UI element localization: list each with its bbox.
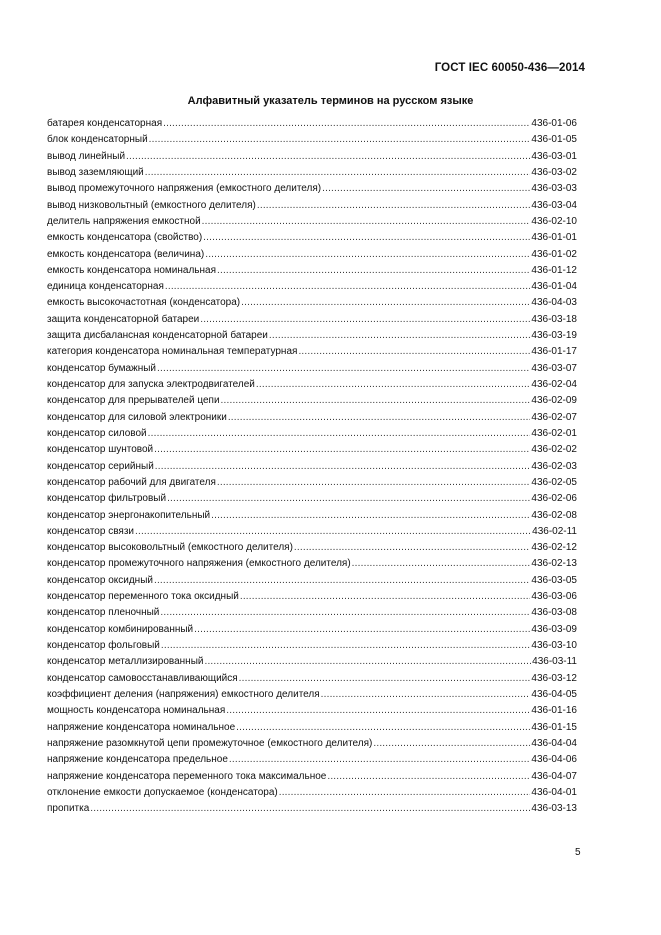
- dot-leader: [217, 263, 530, 279]
- index-term: блок конденсаторный: [47, 134, 148, 146]
- index-entry: [47, 638, 577, 654]
- index-term: вывод линейный: [47, 150, 126, 162]
- term-code: 436-02-05: [531, 476, 577, 488]
- index-term: напряжение разомкнутой цепи промежуточное (емкостного делителя): [47, 737, 373, 749]
- term-code: 436-04-07: [531, 770, 577, 782]
- index-entry: [47, 149, 577, 165]
- term-code: 436-03-06: [531, 591, 577, 603]
- term-code: 436-03-05: [531, 574, 577, 586]
- index-term: конденсатор связи: [47, 525, 134, 537]
- term-code: 436-03-03: [531, 183, 577, 195]
- index-term: вывод низковольтный (емкостного делителя): [47, 199, 256, 211]
- term-code: 436-02-02: [531, 444, 577, 456]
- index-term: емкость конденсатора (свойство): [47, 232, 203, 244]
- index-term: конденсатор высоковольтный (емкостного делителя): [47, 542, 293, 554]
- index-term: конденсатор энергонакопительный: [47, 509, 211, 521]
- index-entry: [47, 752, 577, 768]
- index-entry: [47, 491, 577, 507]
- index-entry: [47, 556, 577, 572]
- index-entry: [47, 263, 577, 279]
- dot-leader: [165, 279, 531, 295]
- index-entry: [47, 214, 577, 230]
- dot-leader: [211, 508, 530, 524]
- index-entry: [47, 295, 577, 311]
- term-code: 436-04-01: [531, 786, 577, 798]
- dot-leader: [200, 312, 530, 328]
- dot-leader: [298, 344, 530, 360]
- term-code: 436-02-01: [531, 427, 577, 439]
- term-code: 436-04-06: [531, 754, 577, 766]
- term-code: 436-01-17: [531, 346, 577, 358]
- term-code: 436-04-05: [531, 688, 577, 700]
- dot-leader: [154, 442, 530, 458]
- index-term: конденсатор рабочий для двигателя: [47, 476, 216, 488]
- dot-leader: [294, 540, 531, 556]
- dot-leader: [157, 361, 530, 377]
- term-code: 436-02-06: [531, 493, 577, 505]
- index-entry: [47, 393, 577, 409]
- term-code: 436-02-03: [531, 460, 577, 472]
- index-term: конденсатор комбинированный: [47, 623, 194, 635]
- dot-leader: [202, 214, 531, 230]
- dot-leader: [239, 671, 531, 687]
- index-entry: [47, 785, 577, 801]
- dot-leader: [204, 654, 531, 670]
- index-term: напряжение конденсатора переменного тока максимальное: [47, 770, 327, 782]
- dot-leader: [279, 785, 531, 801]
- index-term: отклонение емкости допускаемое (конденсатора): [47, 786, 278, 798]
- index-entry: [47, 654, 577, 670]
- dot-leader: [160, 605, 530, 621]
- term-code: 436-03-12: [531, 672, 577, 684]
- index-entry: [47, 442, 577, 458]
- term-code: 436-01-05: [531, 134, 577, 146]
- term-code: 436-03-10: [531, 640, 577, 651]
- index-entry: [47, 769, 577, 785]
- index-term: конденсатор серийный: [47, 460, 154, 472]
- term-code: 436-01-04: [531, 281, 577, 293]
- dot-leader: [241, 295, 530, 311]
- term-code: 436-03-19: [531, 330, 577, 342]
- term-code: 436-02-10: [531, 215, 577, 227]
- index-entry: [47, 312, 577, 328]
- index-entry: [47, 377, 577, 393]
- term-code: 436-03-08: [531, 607, 577, 619]
- dot-leader: [256, 377, 531, 393]
- index-term: конденсатор промежуточного напряжения (емкостного делителя): [47, 558, 351, 570]
- index-term: емкость конденсатора (величина): [47, 248, 205, 260]
- dot-leader: [321, 687, 531, 703]
- index-entry: [47, 736, 577, 752]
- term-code: 436-02-04: [531, 379, 577, 390]
- index-term: конденсатор самовосстанавливающийся: [47, 672, 238, 684]
- index-entry: [47, 165, 577, 181]
- index-entry: [47, 279, 577, 295]
- term-code: 436-02-11: [532, 525, 577, 537]
- index-term: коэффициент деления (напряжения) емкостного делителя: [47, 688, 320, 700]
- index-term: вывод промежуточного напряжения (емкостного делителя): [47, 183, 322, 195]
- index-term: напряжение конденсатора номинальное: [47, 721, 236, 733]
- term-code: 436-03-11: [532, 656, 577, 668]
- dot-leader: [148, 426, 531, 442]
- term-code: 436-04-03: [531, 297, 577, 309]
- index-entry: [47, 410, 577, 426]
- term-code: 436-01-02: [531, 248, 577, 260]
- dot-leader: [205, 247, 530, 263]
- index-entry: [47, 181, 577, 197]
- dot-leader: [154, 573, 530, 589]
- index-entry: [47, 540, 577, 556]
- index-entry: [47, 230, 577, 246]
- dot-leader: [149, 132, 531, 148]
- dot-leader: [236, 720, 530, 736]
- dot-leader: [194, 622, 530, 638]
- index-entry: [47, 344, 577, 360]
- index-entry: [47, 198, 577, 214]
- dot-leader: [240, 589, 531, 605]
- index-entry: [47, 361, 577, 377]
- index-term: конденсатор фольговый: [47, 640, 160, 651]
- dot-leader: [229, 752, 531, 768]
- term-code: 436-02-07: [531, 411, 577, 423]
- dot-leader: [352, 556, 531, 572]
- index-entry: [47, 116, 577, 132]
- index-term: единица конденсаторная: [47, 281, 164, 293]
- term-code: 436-02-08: [531, 509, 577, 521]
- index-term: вывод заземляющий: [47, 166, 144, 178]
- dot-leader: [228, 410, 531, 426]
- index-entry: [47, 687, 577, 703]
- term-code: 436-01-16: [531, 705, 577, 717]
- index-entry: [47, 589, 577, 605]
- index-term: конденсатор бумажный: [47, 362, 157, 374]
- page-title: Алфавитный указатель терминов на русском языке: [187, 95, 474, 107]
- dot-leader: [203, 230, 530, 246]
- term-code: 436-03-09: [531, 623, 577, 635]
- index-entry: [47, 475, 577, 491]
- page-number: 5: [575, 847, 581, 858]
- index-term: мощность конденсатора номинальная: [47, 705, 226, 717]
- term-code: 436-01-01: [531, 232, 577, 244]
- index-term: конденсатор для прерывателей цепи: [47, 395, 220, 407]
- index-term: конденсатор силовой: [47, 427, 147, 439]
- standard-header: ГОСТ IEC 60050-436—2014: [434, 62, 585, 74]
- index-term: конденсатор для силовой электроники: [47, 411, 227, 423]
- dot-leader: [155, 459, 531, 475]
- index-entry: [47, 426, 577, 442]
- index-term: конденсатор фильтровый: [47, 493, 167, 505]
- index-entry: [47, 247, 577, 263]
- term-code: 436-02-13: [531, 558, 577, 570]
- index-entry: [47, 524, 577, 540]
- index-term: напряжение конденсатора предельное: [47, 754, 228, 766]
- index-entry: [47, 720, 577, 736]
- index-term: конденсатор оксидный: [47, 574, 153, 586]
- index-term: конденсатор для запуска электродвигателей: [47, 379, 255, 390]
- dot-leader: [135, 524, 531, 540]
- index-entry: [47, 703, 577, 719]
- dot-leader: [257, 198, 531, 214]
- dot-leader: [161, 638, 531, 654]
- index-entry: [47, 801, 577, 817]
- term-code: 436-01-06: [531, 118, 577, 129]
- index-term: емкость конденсатора номинальная: [47, 264, 216, 276]
- term-code: 436-01-12: [531, 264, 577, 276]
- dot-leader: [226, 703, 530, 719]
- term-code: 436-03-18: [531, 313, 577, 325]
- index-term: конденсатор металлизированный: [47, 656, 204, 668]
- index-entry: [47, 459, 577, 475]
- dot-leader: [373, 736, 530, 752]
- index-term: конденсатор пленочный: [47, 607, 160, 619]
- index-entry: [47, 573, 577, 589]
- index-term: защита дисбалансная конденсаторной батареи: [47, 330, 268, 342]
- index-term: пропитка: [47, 803, 90, 815]
- dot-leader: [167, 491, 530, 507]
- index-entry: [47, 132, 577, 148]
- dot-leader: [221, 393, 531, 409]
- dot-leader: [217, 475, 531, 491]
- index-term: конденсатор шунтовой: [47, 444, 154, 456]
- index-entry: [47, 328, 577, 344]
- term-index-list: [47, 116, 577, 817]
- index-entry: [47, 605, 577, 621]
- dot-leader: [145, 165, 531, 181]
- index-term: батарея конденсаторная: [47, 118, 163, 129]
- dot-leader: [126, 149, 530, 165]
- index-entry: [47, 622, 577, 638]
- term-code: 436-01-15: [531, 721, 577, 733]
- term-code: 436-03-01: [531, 150, 577, 162]
- index-term: категория конденсатора номинальная температурная: [47, 346, 298, 358]
- index-entry: [47, 508, 577, 524]
- dot-leader: [322, 181, 530, 197]
- term-code: 436-03-13: [531, 803, 577, 815]
- index-term: емкость высокочастотная (конденсатора): [47, 297, 241, 309]
- term-code: 436-03-04: [531, 199, 577, 211]
- dot-leader: [163, 116, 530, 132]
- index-entry: [47, 671, 577, 687]
- term-code: 436-02-12: [531, 542, 577, 554]
- index-term: защита конденсаторной батареи: [47, 313, 200, 325]
- term-code: 436-03-07: [531, 362, 577, 374]
- term-code: 436-02-09: [531, 395, 577, 407]
- dot-leader: [269, 328, 531, 344]
- index-term: делитель напряжения емкостной: [47, 215, 201, 227]
- term-code: 436-04-04: [531, 737, 577, 749]
- term-code: 436-03-02: [531, 166, 577, 178]
- index-term: конденсатор переменного тока оксидный: [47, 591, 239, 603]
- dot-leader: [90, 801, 530, 817]
- dot-leader: [327, 769, 530, 785]
